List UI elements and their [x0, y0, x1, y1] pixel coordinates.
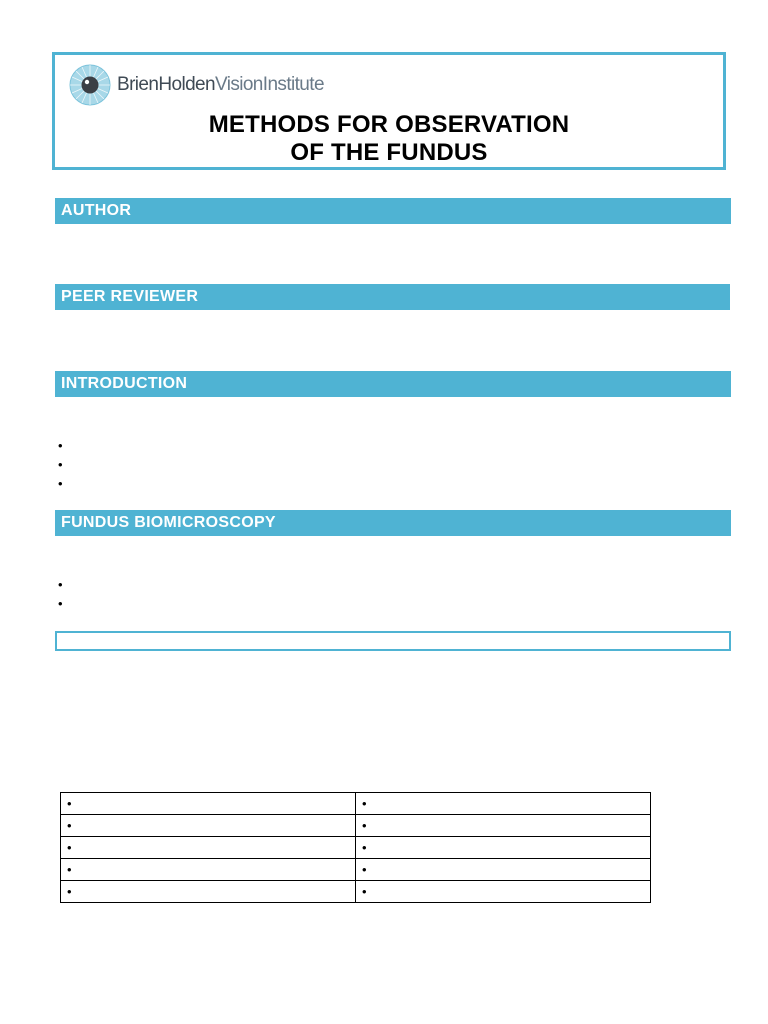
logo-name-part2: VisionInstitute: [214, 74, 324, 95]
table-cell: •: [61, 859, 356, 881]
list-item: [58, 436, 63, 455]
table-cell: •: [61, 793, 356, 815]
list-item: [58, 575, 63, 594]
table-cell: •: [356, 881, 651, 903]
bullet-table: [60, 792, 651, 903]
table-row: [61, 881, 651, 903]
document-header: [52, 52, 726, 170]
table-cell: •: [61, 815, 356, 837]
title-line-1: METHODS FOR OBSERVATION: [208, 111, 570, 138]
fundus-biomicroscopy-bullet-list: [58, 575, 63, 613]
section-peer-reviewer-heading: PEER REVIEWER: [55, 284, 730, 310]
list-item: [58, 455, 63, 474]
table-row: [61, 837, 651, 859]
table-cell: •: [61, 837, 356, 859]
table-cell: •: [356, 815, 651, 837]
table-cell: •: [356, 837, 651, 859]
section-introduction-heading: INTRODUCTION: [55, 371, 731, 397]
table-row: [61, 793, 651, 815]
logo-name-part1: BrienHolden: [117, 74, 215, 95]
table-cell: •: [61, 881, 356, 903]
list-item: [58, 474, 63, 493]
list-item: [58, 594, 63, 613]
empty-outlined-box: [55, 631, 731, 651]
section-fundus-biomicroscopy-heading: FUNDUS BIOMICROSCOPY: [55, 510, 731, 536]
page-title: [55, 111, 723, 167]
table-cell: •: [356, 793, 651, 815]
title-line-2: OF THE FUNDUS: [290, 139, 488, 166]
table-row: [61, 815, 651, 837]
introduction-bullet-list: [58, 436, 63, 493]
eye-logo-icon: [69, 64, 111, 106]
section-author-heading: AUTHOR: [55, 198, 731, 224]
table-row: [61, 859, 651, 881]
table-cell: •: [356, 859, 651, 881]
brien-holden-logo: [69, 64, 324, 106]
